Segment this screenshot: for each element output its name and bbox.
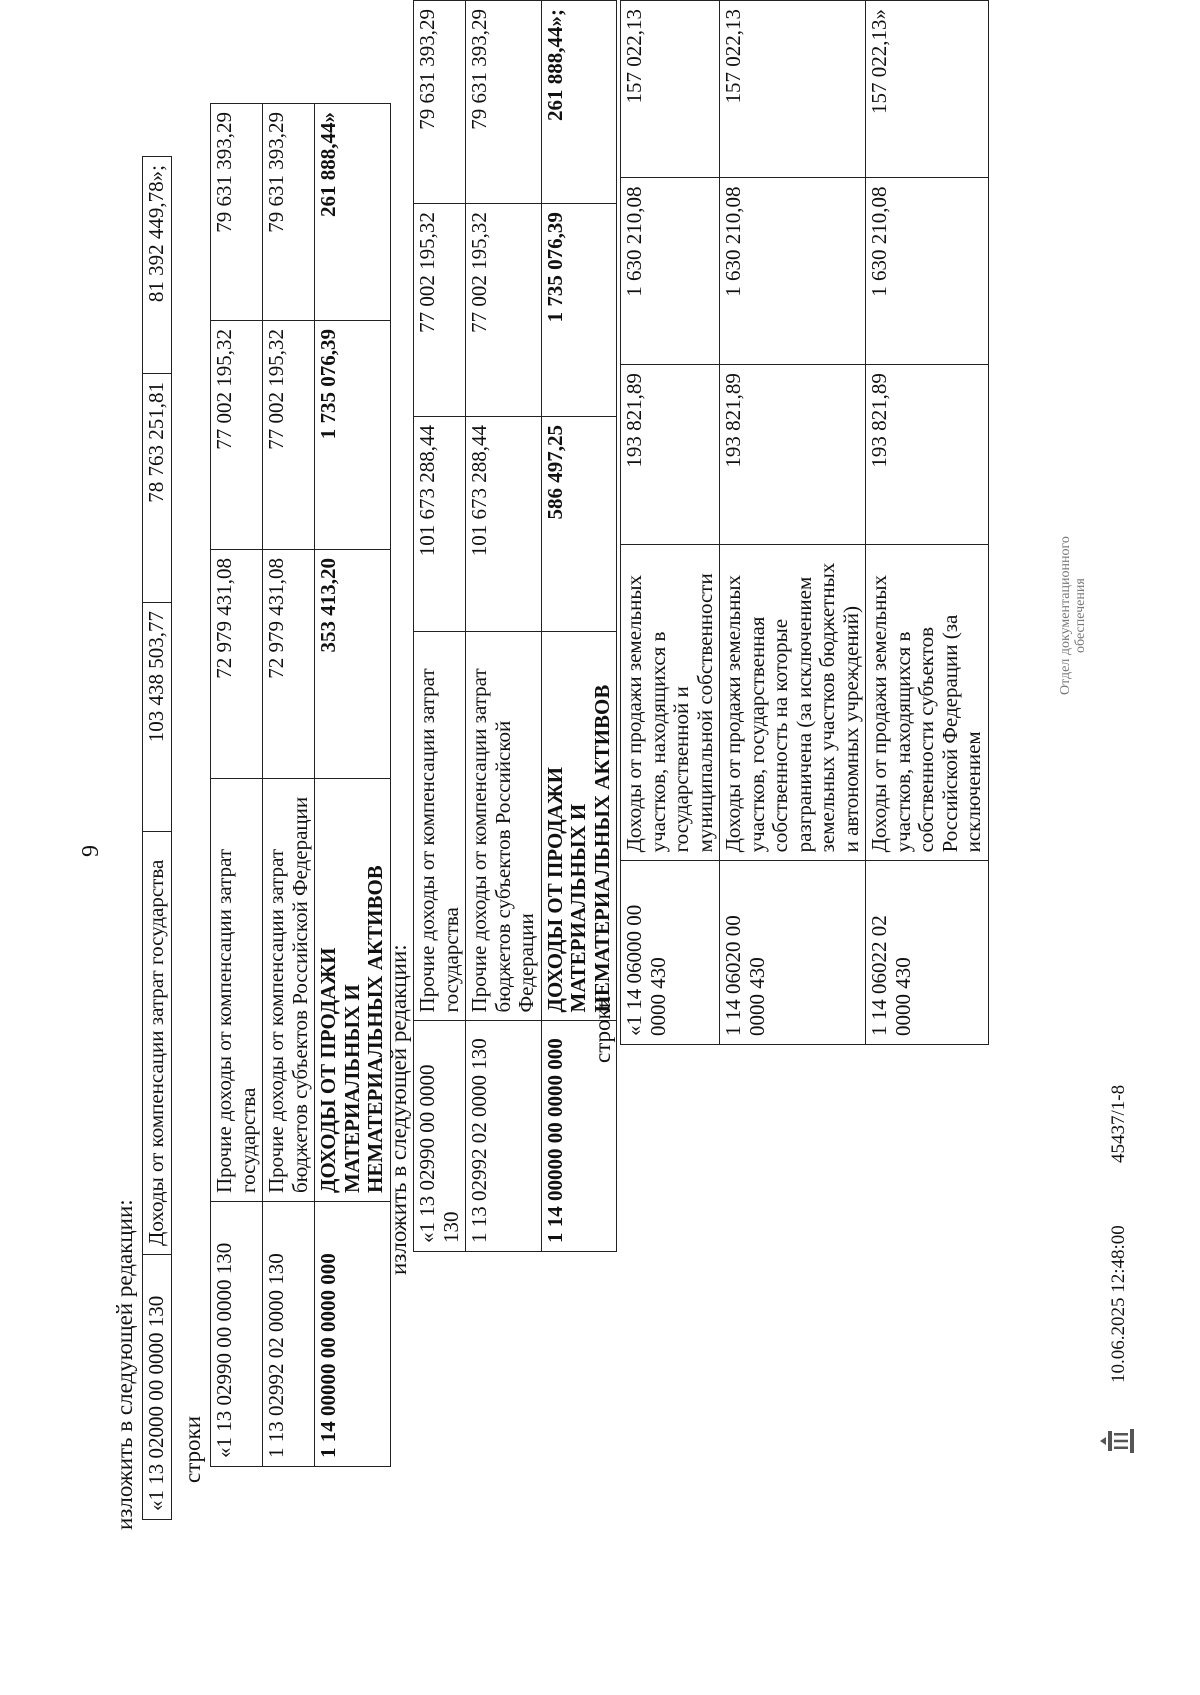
value-cell-2: 77 002 195,32	[414, 204, 466, 417]
page-number: 9	[78, 845, 104, 857]
name-cell: Доходы от продажи земельных участков, государственная собственность на которые разграничена (за исключением земельных участков бюджетных и автономных учреждений)	[720, 545, 866, 861]
value-cell-2: 77 002 195,32	[263, 321, 315, 550]
value-cell-3: 157 022,13»	[866, 1, 989, 178]
office-stamp-line-2: обеспечения	[1073, 578, 1089, 653]
table-row	[621, 1, 720, 1045]
value-cell-1: 72 979 431,08	[211, 550, 263, 779]
value-cell-2: 1 630 210,08	[720, 178, 866, 365]
value-cell-3: 79 631 393,29	[263, 104, 315, 321]
value-cell-2: 78 763 251,81	[143, 374, 172, 603]
table-4-body	[621, 1, 989, 1045]
value-cell-3: 79 631 393,29	[211, 104, 263, 321]
value-cell-3: 261 888,44»	[315, 104, 391, 321]
table-row	[263, 104, 315, 1467]
table-1	[142, 156, 172, 1520]
table-3	[413, 0, 617, 1252]
table-4	[620, 0, 989, 1045]
code-cell: «1 13 02000 00 0000 130	[143, 1255, 172, 1520]
value-cell-1: 101 673 288,44	[466, 416, 542, 631]
table-row	[211, 104, 263, 1467]
value-cell-3: 261 888,44»;	[541, 1, 617, 204]
value-cell-3: 79 631 393,29	[414, 1, 466, 204]
intro-text-1: изложить в следующей редакции:	[112, 1199, 137, 1530]
table-3-body	[414, 1, 617, 1252]
name-cell: Прочие доходы от компенсации затрат бюджетов субъектов Российской Федерации	[263, 779, 315, 1202]
name-cell: Доходы от продажи земельных участков, находящихся в государственной и муниципальной собственности	[621, 545, 720, 861]
value-cell-2: 1 630 210,08	[866, 178, 989, 365]
value-cell-2: 77 002 195,32	[466, 204, 542, 417]
value-cell-3: 81 392 449,78»;	[143, 157, 172, 374]
name-cell: Прочие доходы от компенсации затрат государства	[414, 631, 466, 1021]
value-cell-2: 77 002 195,32	[211, 321, 263, 550]
name-cell: Доходы от компенсации затрат государства	[143, 832, 172, 1255]
value-cell-1: 586 497,25	[541, 416, 617, 631]
code-cell: 1 13 02992 02 0000 130	[466, 1021, 542, 1252]
table-row	[414, 1, 466, 1252]
code-cell: 1 14 06022 02 0000 430	[866, 861, 989, 1045]
code-cell: 1 14 06020 00 0000 430	[720, 861, 866, 1045]
value-cell-1: 101 673 288,44	[414, 416, 466, 631]
code-cell: 1 13 02992 02 0000 130	[263, 1202, 315, 1467]
table-row	[315, 104, 391, 1467]
emblem-icon	[1098, 1425, 1138, 1457]
value-cell-2: 1 735 076,39	[315, 321, 391, 550]
value-cell-1: 72 979 431,08	[263, 550, 315, 779]
code-cell: 1 14 00000 00 0000 000	[315, 1202, 391, 1467]
code-cell: «1 14 06000 00 0000 430	[621, 861, 720, 1045]
table-1-body	[143, 157, 172, 1520]
name-cell: Доходы от продажи земельных участков, находящихся в собственности субъектов Российской Федерации (за исключением	[866, 545, 989, 861]
code-cell: 1 14 00000 00 0000 000	[541, 1021, 617, 1252]
value-cell-1: 193 821,89	[866, 365, 989, 545]
table-2	[210, 103, 391, 1467]
office-stamp-line-1: Отдел документационного	[1058, 536, 1073, 695]
value-cell-3: 157 022,13	[621, 1, 720, 178]
value-cell-1: 193 821,89	[720, 365, 866, 545]
value-cell-1: 193 821,89	[621, 365, 720, 545]
strings-label-1: строки	[180, 1415, 205, 1483]
office-stamp	[1058, 536, 1089, 695]
name-cell: ДОХОДЫ ОТ ПРОДАЖИ МАТЕРИАЛЬНЫХ И НЕМАТЕРИАЛЬНЫХ АКТИВОВ	[541, 631, 617, 1021]
footer-document-number: 45437/1-8	[1108, 1084, 1129, 1163]
code-cell: «1 13 02990 00 0000 130	[211, 1202, 263, 1467]
name-cell: Прочие доходы от компенсации затрат государства	[211, 779, 263, 1202]
table-2-body	[211, 104, 391, 1467]
intro-text-2: изложить в следующей редакции:	[386, 944, 411, 1275]
name-cell: Прочие доходы от компенсации затрат бюджетов субъектов Российской Федерации	[466, 631, 542, 1021]
value-cell-2: 1 630 210,08	[621, 178, 720, 365]
strings-label-2: строки	[590, 995, 615, 1063]
code-cell: «1 13 02990 00 0000 130	[414, 1021, 466, 1252]
table-row	[720, 1, 866, 1045]
name-cell: ДОХОДЫ ОТ ПРОДАЖИ МАТЕРИАЛЬНЫХ И НЕМАТЕРИАЛЬНЫХ АКТИВОВ	[315, 779, 391, 1202]
table-row	[143, 157, 172, 1520]
table-row	[541, 1, 617, 1252]
footer-timestamp: 10.06.2025 12:48:00	[1108, 1225, 1129, 1383]
value-cell-2: 1 735 076,39	[541, 204, 617, 417]
value-cell-3: 157 022,13	[720, 1, 866, 178]
table-row	[866, 1, 989, 1045]
value-cell-3: 79 631 393,29	[466, 1, 542, 204]
value-cell-1: 103 438 503,77	[143, 603, 172, 832]
table-row	[466, 1, 542, 1252]
value-cell-1: 353 413,20	[315, 550, 391, 779]
